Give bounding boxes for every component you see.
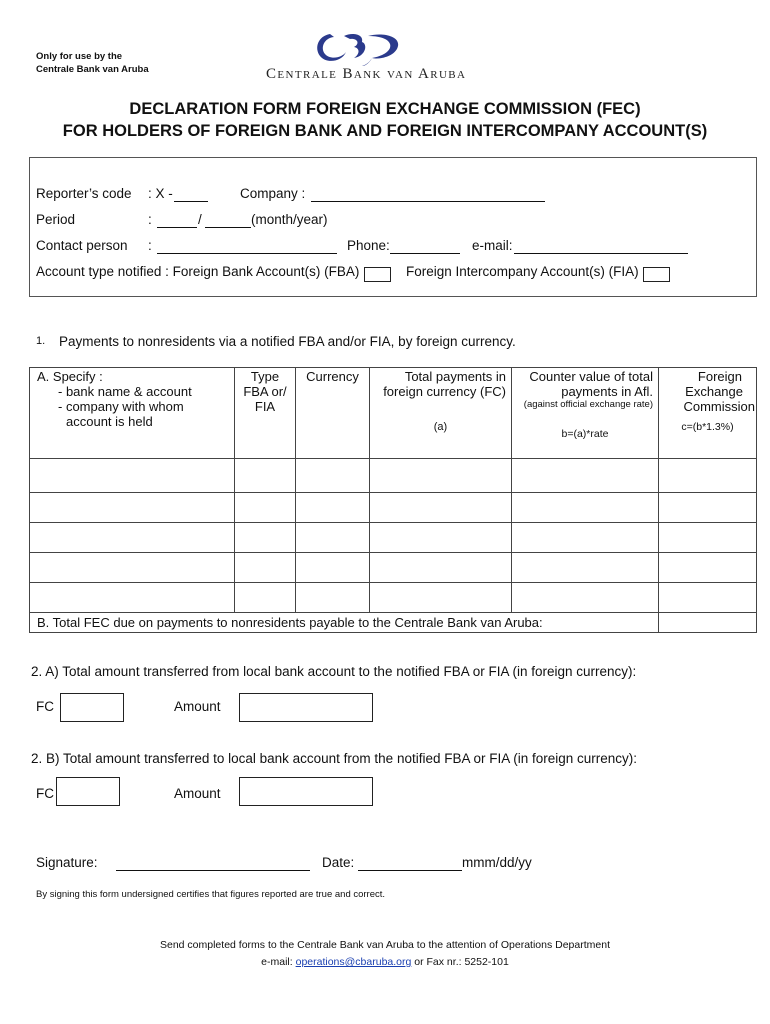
col-a-line1: - bank name & account [58, 384, 192, 399]
col-fec-formula: c=(b*1.3%) [681, 421, 734, 433]
cell-specify[interactable] [30, 523, 235, 553]
certify-note: By signing this form undersigned certifies that figures reported are true and correct. [36, 889, 386, 900]
cell-type[interactable] [235, 583, 296, 613]
cell-counter-value[interactable] [512, 493, 659, 523]
form-title-line2: FOR HOLDERS OF FOREIGN BANK AND FOREIGN INTERCOMPANY ACCOUNT(S) [62, 122, 708, 140]
send-instructions: Send completed forms to the Centrale Bank van Aruba to the attention of Operations Department [159, 939, 610, 951]
cell-fec[interactable] [659, 493, 757, 523]
payments-table [29, 367, 757, 633]
cell-fec[interactable] [659, 553, 757, 583]
table-row [30, 523, 757, 553]
reporter-code-prefix: : X - [148, 186, 173, 201]
section2a-amount-input[interactable] [239, 693, 373, 722]
cell-counter-value[interactable] [512, 553, 659, 583]
cell-specify[interactable] [30, 553, 235, 583]
col-a-title: A. Specify : [37, 369, 103, 384]
period-month-field[interactable] [157, 214, 197, 228]
cell-total-fc[interactable] [370, 583, 512, 613]
cell-specify[interactable] [30, 493, 235, 523]
cell-total-fc[interactable] [370, 523, 512, 553]
cell-specify[interactable] [30, 459, 235, 493]
contact-person-field[interactable] [157, 240, 337, 254]
email-label: e-mail: [472, 238, 513, 253]
cell-total-fc[interactable] [370, 459, 512, 493]
date-field[interactable] [358, 857, 462, 871]
email-prefix: e-mail: [261, 956, 296, 968]
col-counter-formula: b=(a)*rate [561, 428, 609, 440]
col-total-line1: Total payments in [404, 369, 506, 384]
table-row [30, 553, 757, 583]
col-fec-line1: Foreign [697, 369, 742, 384]
cell-fec[interactable] [659, 523, 757, 553]
col-total-header [370, 368, 512, 459]
cell-counter-value[interactable] [512, 523, 659, 553]
col-fec-line2: Exchange [685, 384, 743, 399]
section2a-amount-label: Amount [174, 699, 221, 714]
period-colon: : [148, 212, 152, 227]
col-specify-header [30, 368, 235, 459]
period-hint: (month/year) [251, 212, 328, 227]
only-for-use-note [36, 50, 149, 76]
date-format-hint: mmm/dd/yy [462, 855, 532, 870]
col-currency-label: Currency [306, 369, 359, 384]
col-type-line1: Type [250, 369, 280, 384]
cell-counter-value[interactable] [512, 583, 659, 613]
section2b-fc-input[interactable] [56, 777, 120, 806]
cell-specify[interactable] [30, 583, 235, 613]
contact-person-label: Contact person [36, 238, 128, 253]
period-label: Period [36, 212, 76, 227]
phone-field[interactable] [390, 240, 460, 254]
email-field[interactable] [514, 240, 688, 254]
col-counter-line1: Counter value of total [529, 369, 653, 384]
col-counter-line2: payments in Afl. [561, 384, 653, 399]
contact-line [0, 956, 770, 968]
period-year-field[interactable] [205, 214, 251, 228]
cell-currency[interactable] [296, 523, 370, 553]
contact-colon: : [148, 238, 152, 253]
cell-counter-value[interactable] [512, 459, 659, 493]
col-total-formula: (a) [433, 421, 448, 433]
reporter-code-label: Reporter’s code [36, 186, 132, 201]
col-counter-header [512, 368, 659, 459]
fba-checkbox[interactable] [364, 267, 391, 282]
col-a-line2: - company with whom [58, 399, 184, 414]
company-field[interactable] [311, 188, 545, 202]
signature-label: Signature: [36, 855, 98, 870]
col-fec-header [659, 368, 757, 459]
date-label: Date: [322, 855, 355, 870]
bank-name: Centrale Bank van Aruba [266, 66, 467, 82]
cell-type[interactable] [235, 459, 296, 493]
col-total-line2: foreign currency (FC) [383, 384, 506, 399]
section2b-text: 2. B) Total amount transferred to local bank account from the notified FBA or FIA (in foreign currency): [31, 751, 638, 766]
fax-text: or Fax nr.: 5252-101 [411, 956, 509, 968]
phone-label: Phone: [347, 238, 390, 253]
total-fec-label: B. Total FEC due on payments to nonresidents payable to the Centrale Bank van Aruba: [30, 613, 659, 633]
table-header-row [30, 368, 757, 459]
table-row [30, 459, 757, 493]
fia-label: Foreign Intercompany Account(s) (FIA) [406, 264, 639, 279]
col-fec-line3: Commission [683, 399, 755, 414]
cell-currency[interactable] [296, 493, 370, 523]
cell-total-fc[interactable] [370, 493, 512, 523]
total-fec-row [30, 613, 757, 633]
account-type-label: Account type notified : Foreign Bank Account(s) (FBA) [36, 264, 360, 279]
section1-text: Payments to nonresidents via a notified FBA and/or FIA, by foreign currency. [59, 334, 516, 349]
table-row [30, 583, 757, 613]
cba-logo-icon [312, 28, 404, 68]
section2b-amount-label: Amount [174, 786, 221, 801]
section2b-amount-input[interactable] [239, 777, 373, 806]
cell-currency[interactable] [296, 459, 370, 493]
col-type-header [235, 368, 296, 459]
cell-type[interactable] [235, 493, 296, 523]
col-a-line3: account is held [66, 414, 153, 429]
section2b-fc-label: FC [36, 786, 54, 801]
cell-type[interactable] [235, 553, 296, 583]
operations-email-link[interactable]: operations@cbaruba.org [295, 956, 412, 968]
only-use-line2: Centrale Bank van Aruba [36, 64, 149, 75]
section1-number: 1. [36, 335, 46, 347]
company-label: Company : [240, 186, 306, 201]
fia-checkbox[interactable] [643, 267, 670, 282]
period-slash: / [198, 212, 202, 227]
section2a-fc-input[interactable] [60, 693, 124, 722]
col-counter-note: (against official exchange rate) [523, 399, 653, 410]
total-fec-cell[interactable] [659, 613, 757, 633]
reporter-code-field[interactable] [174, 188, 208, 202]
cell-currency[interactable] [296, 553, 370, 583]
col-type-line2: FBA or/ [243, 384, 287, 399]
section2a-text: 2. A) Total amount transferred from local bank account to the notified FBA or FIA (in foreign currency): [31, 664, 637, 679]
cell-type[interactable] [235, 523, 296, 553]
cell-currency[interactable] [296, 583, 370, 613]
col-currency-header [296, 368, 370, 459]
signature-field[interactable] [116, 857, 310, 871]
section2a-fc-label: FC [36, 699, 54, 714]
cell-fec[interactable] [659, 459, 757, 493]
table-row [30, 493, 757, 523]
cell-total-fc[interactable] [370, 553, 512, 583]
only-use-line1: Only for use by the [36, 51, 123, 62]
cell-fec[interactable] [659, 583, 757, 613]
col-type-line3: FIA [254, 399, 276, 414]
form-title-line1: DECLARATION FORM FOREIGN EXCHANGE COMMISSION (FEC) [129, 100, 641, 118]
